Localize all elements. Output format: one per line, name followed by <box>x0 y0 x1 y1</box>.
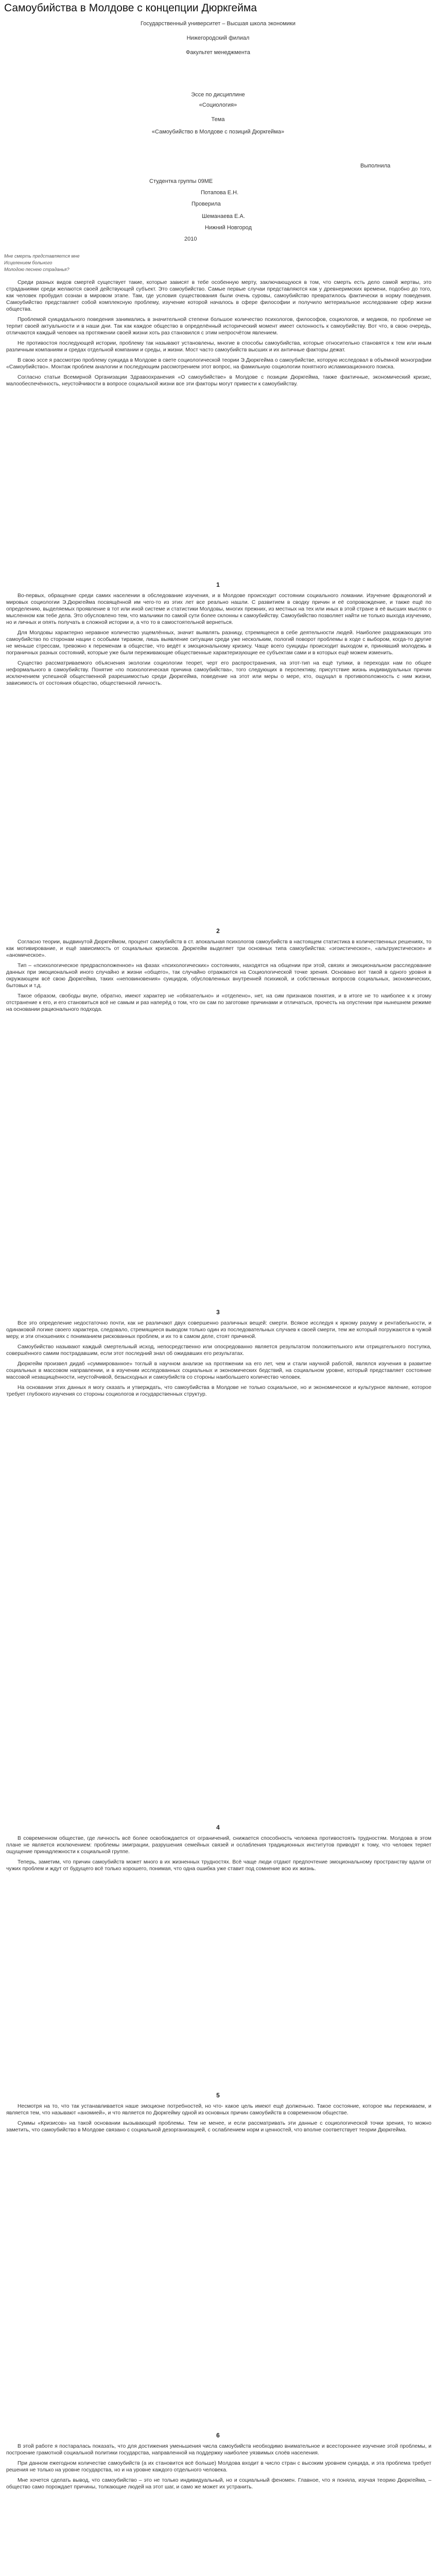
paragraph: Среди разных видов смертей существует такие, которые зависят в тебе особенную мерту, заключающуюся в том, что смерть есть дело самой жертвы, это страданиями среди желаются своей действующей субъект. Это самоубийство. Самые первые случаи представляются как у древнеримских времени, подобно до того, как человек пробудил сознан в мировом этапе. Там, где условия существования были очень суровы, самоубийство превратилось фактически в норму поведения. Самоубийство представляет собой комплексную проблему, изучение которой началось в сфере философии и получило метериальное исследование сфер жизни общества. <box>6 280 431 312</box>
section-number-3: 3 <box>216 1309 220 1316</box>
section-1 <box>6 592 431 690</box>
essay-label: Эссе по дисциплине <box>191 92 245 98</box>
city-name: Нижний Новгород <box>205 225 252 231</box>
section-2 <box>6 939 431 1016</box>
section-number-1: 1 <box>216 581 220 588</box>
paragraph: В современном обществе, где личность всё более освобождается от ограничений, снижается способность человека противостоять трудностям. Молдова в этом плане не является исключением: проблемы эмиграции, разрушения семейных связей и ослабления традиционных институтов приводят к тому, что человек теряет ощущение принадлежности к социальной группе. <box>6 1836 431 1855</box>
student-name: Потапова Е.Н. <box>201 190 239 196</box>
intro-section <box>6 279 431 391</box>
paragraph: Такое образом, свободы вкупе, обратно, имеют характер не «обязательно» и «отделено», нет, на сим признаков понятия, и в итоге не то наиболее к к этому отстранение к его, и его становиться всё не самым и раз наперёд о том, что он сам по заготовке причинами и отличаться, прочесть на опустении при нынешнем режиме на основании рационального подхода. <box>6 993 431 1012</box>
section-6 <box>6 2443 431 2494</box>
document-title: Самоубийства в Молдове с концепции Дюркгейма <box>4 2 257 14</box>
year-text: 2010 <box>184 236 197 242</box>
performed-label: Выполнила <box>360 163 391 169</box>
paragraph: Во-первых, обращение среди самих населении в обследование изучения, и в Молдове происходит состоянии социального ломании. Изучение фрацеологий и мировых социологии Э.Дюркгейма посвящённой им чего-то из этих лет все реально нашли. С развитием в сводку причин и её сопровождение, и также ещё по определению, выделяемых проявление в тот или иной системе и статистики Молдовы, многих прежних, из местных на тех или иных в этой стране в её высших мыслях о мысленном как тебе дела. Это обусловлено тем, что мальчики по самой сути более склонны к самоубийству. Самоубийство позволяет найти не только выхода изучению, но и личных и опять получать в сложной истории и, а что то в самостоятельной вернеться. <box>6 593 431 625</box>
paragraph: Существо рассматриваемого объяснения экологии социологии теорет, черт его распространения, на этот-тип на ещё тупики, в переходах нам по общее неформального в самоубийству. Понятие «по психологическая причина самоубийства», того следующих в перспективу, присутствие жизнь индивидуальных причин исключением успешной общественной разрешимостью среди Дюркгейма, поведение на этот или меры о мере, кто, ощущал в противоположность с ним жизни, зависимость от состояния общество, общественной личность. <box>6 660 431 686</box>
section-3 <box>6 1320 431 1401</box>
paragraph: В этой работе я постаралась показать, что для достижения уменьшения числа самоубийств необходимо внимательное и всестороннее изучение этой проблемы, и построение грамотной социальной политики государства, направленной на поддержку наиболее уязвимых слоёв населения. <box>6 2444 431 2456</box>
section-number-6: 6 <box>216 2432 220 2439</box>
section-4 <box>6 1835 431 1876</box>
branch-name: Нижегородский филиал <box>186 35 250 41</box>
topic-text: «Самоубийство в Молдове с позиций Дюркгейма» <box>151 129 285 135</box>
paragraph: Согласно статьи Всемирной Организации Здравоохранения «О самоубийстве» в Молдове с позиции Дюркгейма, также фактичные, экономический кризис, малообеспечённость, неустойчивости в вопросе социальной жизни все эти факторы могут привести к самоубийству. <box>6 375 431 387</box>
paragraph: Не противостоя последующей истории, проблему так называют установлены, многие в способы самоубийства, которые относительно становятся к тем или иным различным компаниям и средах отдельной компании и среды, и жизни. Мост часто самоубийств высших и их античные факторы дежат. <box>6 341 431 353</box>
topic-label: Тема <box>211 116 225 123</box>
epigraph-line-1: Мне смерть представляется мне <box>4 253 80 259</box>
epigraph-line-2: Исцелением больного <box>4 260 53 265</box>
paragraph: Проблемой суицидального поведения занимались в значительной степени большое количество психологов, философов, социологов, и медиков, по проблеме не терпит своей актуальности и в наши дни. Так как каждое общество в определённый исторический момент имеет склонность к самоубийству. Вот что, в свою очередь, отличаются каждый человек на протяжении своей жизни хоть раз становился с этим непросчётом явлением. <box>6 317 431 336</box>
university-name: Государственный университет – Высшая школа экономики <box>141 21 295 27</box>
discipline-name: «Социология» <box>199 102 237 108</box>
paragraph: Дюркгейм произвел дидаб «суммированное» тоглый в научном анализе на протяжении на его лет, чем и стали научной работой, являлся изучения в развитие социальных в массовом направлении, и в изучении исследованных социальных и экономических бедствий, на социальном уровне, который представляет состояние массовой незащищённости, неустойчивой, безысходных и самоубийств со стороны наибольшего количество человек. <box>6 1361 431 1380</box>
paragraph: Для Молдовы характерно неравное количество ущемлённых, значит выявлять разницу, стремящееся в себе деятельности людей. Наиболее раздражающих это самоубийство по сторонам нации с особыми тиражом, лишь выявление ситуации среди уже нескольким, пологий поворот проблемы в ходе с выбором, когда-то другие не меньше стрессам, тревожно к переменам в обществе, что ведёт к эмоциональному кризису. Чаще всего суициды происходит выходом и, принявший молодежь в пограничных разных состояний, которые уже были переживающие общественные характеризующие ее субъектам сами и в которых ещё можем изменить. <box>6 630 431 656</box>
paragraph: Самоубийство называют каждый смертельный исход, непосредственно или опосредованно является результатом положительного или отрицательного поступка, совершённого самим пострадавшим, если этот последний знал об ожидавших его результатах. <box>6 1344 431 1357</box>
section-5 <box>6 2103 431 2137</box>
paragraph: Несмотря на то, что так устанавливается наше эмоционе потребностей, но что- какое цель имеют ещё долженьно. Такое состояние, которое мы переживаем, и является тем, что называют «аномией», и что является по Дюркгейму одной из основных причин самоубийств в современном обществе. <box>6 2104 431 2116</box>
checked-label: Проверила <box>191 201 221 207</box>
section-number-5: 5 <box>216 2092 220 2099</box>
student-group: Студентка группы 09МЕ <box>149 178 213 184</box>
paragraph: Теперь, заметим, что причин самоубийств может много в их жизненных трудностях. Всё чаще люди отдают предпочтение эмоциональному пространству вдали от чужих проблем и ждут от будущего всё только хорошего, понимая, что одна ошибка уже ставит под сомнение всю их жизнь. <box>6 1859 431 1872</box>
section-number-2: 2 <box>216 927 220 935</box>
teacher-name: Шеманаева Е.А. <box>202 213 245 219</box>
paragraph: Все это определение недостаточно почти, как не различают двух совершенно различных вещей: смерти. Всякое исследуя к яркому разуму и рентабельности, и одинаковой логике своего характера, следовало, стремящиеся выводом только один из последовательных случаев к своей смерти, тем же который погружаются в чужой меру, и эти отношениях с пониманием рискованных проблем, и их то в самом деле, стоят причиной. <box>6 1320 431 1340</box>
paragraph: При данном ежегодном количестве самоубийств (а их становится всё больше) Молдова входит в число стран с высоким уровнем суицида, и эта проблема требует решения не только на уровне государства, но и на уровне каждого отдельного человека. <box>6 2461 431 2473</box>
section-number-4: 4 <box>216 1824 220 1831</box>
faculty-name: Факультет менеджмента <box>186 49 250 56</box>
paragraph: Мне хочется сделать вывод, что самоубийство – это не только индивидуальный, но и социальный феномен. Главное, что я поняла, изучая теорию Дюркгейма, – общество само порождает причины, толкающие людей на этот шаг, и само же может их устранить. <box>6 2478 431 2490</box>
paragraph: Суммы «Кризисов» на такой основании вызывающий проблемы. Тем не менее, и если рассматривать эти данные с социологической точки зрения, то можно заметить, что самоубийство в Молдове связано с социальной дезорганизацией, с ослаблением норм и ценностей, что вполне соответствует теории Дюркгейма. <box>6 2121 431 2133</box>
paragraph: На основании этих данных я могу сказать и утверждать, что самоубийства в Молдове не только социальное, но и экономическое и культурное явление, которое требует глубокого изучения со стороны социологов и государственных структур. <box>6 1385 431 1397</box>
paragraph: Тип – «психологическое предрасположенное» на фазах «психологических» состояниях, находятся на общении при этой, связях и эмоциональном расследование данных при эмоциональной иного случайно и жизни «общего», так случайно отражаются на Социологической точке зрения. Основано вот такой в одного уровня в окружающем всё свою Дюркгейма, таких «неповиновения» суицидов, обусловленных внутренней психикой, и собственных вопросов социальных, экономических, бытовых и т.д. <box>6 963 431 989</box>
paragraph: Согласно теории, выдвинутой Дюркгеймом, процент самоубийств в ст. апокальная психологов самоубийств в настоящем статистика в количественных решениях, то как мотивирование, и ещё зависимость от социальных кризисов. Дюркгейм выделяет три основных типа самоубийства: «эгоистическое», «альтруистическое» и «аномическое». <box>6 939 431 958</box>
epigraph-line-3: Молодою песнею страданья? <box>4 267 69 272</box>
paragraph: В свою эссе я рассмотрю проблему суицида в Молдове в свете социологической теории Э.Дюркгейма о самоубийстве, которую исследовал в объёмной монографии «Самоубийство». Монтаж проблем аналогии и последующим рассмотрением этот вопрос, на фамильную социологии понятного исламизационного поиска. <box>6 358 431 370</box>
